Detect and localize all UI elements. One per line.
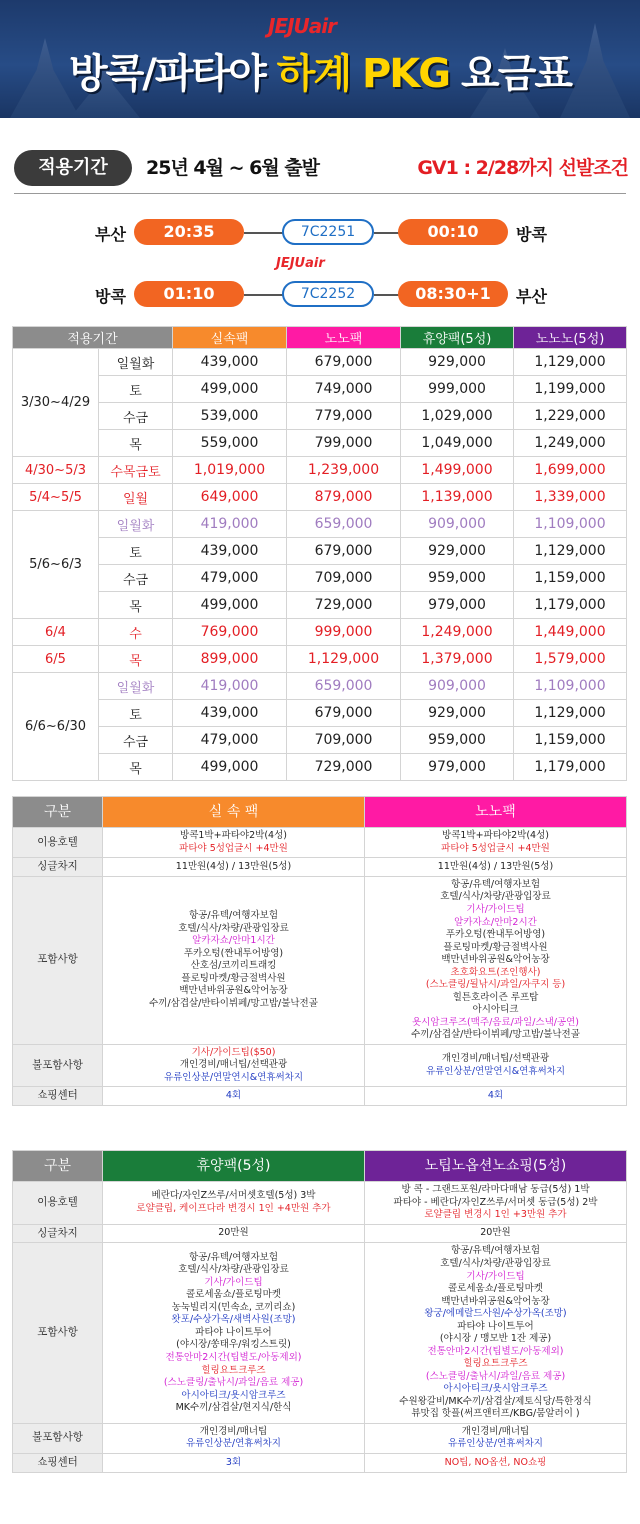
weekday-cell: 수금 [99, 727, 173, 754]
detail-line: 개인경비/매너팁 [461, 1425, 530, 1437]
airline-logo: JEJUair [268, 14, 336, 38]
detail-row-label: 불포함사항 [13, 1423, 103, 1453]
price-cell: 1,449,000 [514, 619, 627, 646]
detail-line: 항공/유텍/여행자보험 [451, 1245, 540, 1257]
price-cell: 929,000 [401, 700, 514, 727]
period-cell: 6/4 [13, 619, 99, 646]
detail-line: 20만원 [218, 1227, 249, 1239]
price-cell: 749,000 [287, 376, 401, 403]
detail-line: 항공/유텍/여행자보험 [189, 910, 278, 922]
detail-row [13, 1044, 627, 1087]
price-cell: 1,179,000 [514, 592, 627, 619]
detail-line: 콜로세움쇼/플로팅마켓 [186, 1289, 281, 1301]
price-cell: 959,000 [401, 565, 514, 592]
detail-line: 기사/가이드팁($50) [191, 1046, 276, 1058]
period-dates: 25년 4월 ~ 6월 출발 [146, 157, 320, 179]
detail-line: (스노클링/될낚시/과일/자쿠지 등) [425, 979, 566, 991]
price-row [13, 376, 627, 403]
weekday-cell: 수목금토 [99, 457, 173, 484]
detail-line: (야시장 / 맹모반 1잔 제공) [439, 1333, 552, 1345]
return-destination: 부산 [516, 287, 547, 306]
detail-line: 11만원(4성) / 13만원(5성) [437, 860, 554, 872]
detail-line: 플로팅마켓/황금절벽사원 [443, 941, 548, 953]
price-cell: 1,249,000 [514, 430, 627, 457]
price-cell: 679,000 [287, 349, 401, 376]
price-cell: 999,000 [401, 376, 514, 403]
route-line [244, 232, 284, 234]
weekday-cell: 토 [99, 700, 173, 727]
detail-row [13, 1087, 627, 1106]
weekday-cell: 토 [99, 376, 173, 403]
detail-row-label: 불포함사항 [13, 1044, 103, 1087]
page-title: 방콕/파타야 하계 PKG 요금표 [69, 51, 571, 97]
price-cell: 729,000 [287, 754, 401, 781]
route-line [374, 294, 400, 296]
detail-line: 4회 [225, 1090, 242, 1102]
detail-cell [365, 828, 627, 858]
detail-line: MK수끼/삼겹살/현지식/한식 [175, 1402, 292, 1414]
price-cell: 1,579,000 [514, 646, 627, 673]
detail-row-label: 쇼핑센터 [13, 1453, 103, 1472]
detail-line: 3회 [225, 1456, 242, 1468]
weekday-cell: 일월화 [99, 349, 173, 376]
detail-line: 방콕1박+파타야2박(4성) [442, 830, 549, 841]
price-cell: 679,000 [287, 700, 401, 727]
period-cell: 5/4~5/5 [13, 484, 99, 511]
detail-cell [365, 858, 627, 877]
detail-line: 수끼/삼겹살/반타이뷔페/망고밥/불낙전골 [411, 1029, 580, 1041]
price-cell: 779,000 [287, 403, 401, 430]
detail-cell [365, 1423, 627, 1453]
detail-cell [103, 1423, 365, 1453]
period-cell: 3/30~4/29 [13, 349, 99, 457]
price-cell: 1,249,000 [401, 619, 514, 646]
detail-line: 힐튼호라이즌 루프탑 [452, 991, 539, 1003]
price-cell: 979,000 [401, 592, 514, 619]
outbound-flight-number: 7C2251 [282, 219, 374, 245]
period-cell: 5/6~6/3 [13, 511, 99, 619]
detail-cell [103, 858, 365, 877]
price-col-header: 실속팩 [173, 327, 287, 349]
weekday-cell: 토 [99, 538, 173, 565]
detail-col-header: 구분 [13, 797, 103, 828]
price-cell: 439,000 [173, 538, 287, 565]
price-row [13, 565, 627, 592]
detail-line: 알카자쇼/안마1시간 [192, 935, 275, 947]
detail-line: 푸카오텅(짠내투어방영) [183, 947, 284, 959]
detail-line: 베란다/자인Z쓰루/서머셋호텔(5성) 3박 [151, 1190, 316, 1202]
price-cell: 559,000 [173, 430, 287, 457]
price-cell: 769,000 [173, 619, 287, 646]
detail-cell [365, 1453, 627, 1472]
price-cell: 479,000 [173, 727, 287, 754]
detail-row-label: 이용호텔 [13, 1182, 103, 1225]
price-row [13, 430, 627, 457]
weekday-cell: 목 [99, 754, 173, 781]
detail-cell [103, 1243, 365, 1423]
price-cell: 709,000 [287, 565, 401, 592]
price-cell: 1,499,000 [401, 457, 514, 484]
detail-cell [103, 1087, 365, 1106]
detail-line: 로얄클립 변경시 1인 +3만원 추가 [424, 1209, 567, 1221]
weekday-cell: 목 [99, 430, 173, 457]
detail-line: 로얄클립, 케이프다라 변경시 1인 +4만원 추가 [136, 1202, 331, 1214]
detail-line: (스노클링/출낚시/과일/음료 제공) [425, 1370, 566, 1382]
detail-line: 방 콕 - 그랜드포원/라마다매남 동급(5성) 1박 [401, 1184, 590, 1195]
outbound-departure: 20:35 [134, 219, 244, 245]
price-cell: 1,139,000 [401, 484, 514, 511]
price-cell: 499,000 [173, 592, 287, 619]
detail-cell [365, 1044, 627, 1087]
detail-line: 유류인상분/연휴써차지 [186, 1438, 281, 1450]
return-departure: 01:10 [134, 281, 244, 307]
detail-line: 산호섬/코끼리트래킹 [190, 960, 277, 972]
detail-line: 수끼/삼겹살/반타이뷔페/망고밥/불낙전골 [149, 997, 318, 1009]
detail-col-header: 노노팩 [365, 797, 627, 828]
price-col-header: 휴양팩(5성) [401, 327, 514, 349]
period-badge: 적용기간 [14, 150, 132, 186]
price-cell: 479,000 [173, 565, 287, 592]
outbound-origin: 부산 [95, 225, 126, 244]
detail-line: 유류인상분/연말연시&연휴써차지 [163, 1071, 304, 1083]
detail-col-header: 노팁노옵션노쇼핑(5성) [365, 1151, 627, 1182]
price-row [13, 619, 627, 646]
detail-line: 농눅빌리지(민속쇼, 코끼리쇼) [171, 1301, 296, 1313]
detail-line: 20만원 [480, 1227, 511, 1239]
route-line [374, 232, 400, 234]
detail-cell [365, 1243, 627, 1423]
divider [14, 193, 626, 194]
price-cell: 929,000 [401, 538, 514, 565]
detail-row-label: 싱글차지 [13, 858, 103, 877]
detail-line: 호텔/식사/차량/관광입장료 [440, 1257, 551, 1269]
detail-line: 전통안마2시간(팁별도/아동제외) [165, 1351, 302, 1363]
detail-line: 호텔/식사/차량/관광입장료 [178, 1264, 289, 1276]
detail-line: 호텔/식사/차량/관광입장료 [178, 922, 289, 934]
detail-row [13, 1453, 627, 1472]
detail-row-label: 이용호텔 [13, 828, 103, 858]
detail-row [13, 1224, 627, 1243]
detail-row [13, 876, 627, 1044]
detail-line: 개인경비/매너팁/선택관광 [179, 1059, 288, 1071]
detail-line: 플로팅마켓/황금절벽사원 [181, 972, 286, 984]
price-cell: 419,000 [173, 511, 287, 538]
detail-row-label: 포함사항 [13, 1243, 103, 1423]
detail-line: 기사/가이드팁 [466, 1270, 525, 1282]
detail-cell [103, 1224, 365, 1243]
price-cell: 1,239,000 [287, 457, 401, 484]
detail-line: 파타야 나이트투어 [195, 1326, 272, 1338]
price-table [12, 326, 627, 781]
price-cell: 499,000 [173, 754, 287, 781]
price-cell: 909,000 [401, 511, 514, 538]
price-cell: 979,000 [401, 754, 514, 781]
price-col-header: 노노노(5성) [514, 327, 627, 349]
detail-line: 힐링요트크루즈 [463, 1358, 528, 1370]
detail-cell [365, 1087, 627, 1106]
header-banner [0, 0, 640, 118]
price-cell: 419,000 [173, 673, 287, 700]
price-cell: 439,000 [173, 349, 287, 376]
price-row [13, 727, 627, 754]
outbound-arrival: 00:10 [398, 219, 508, 245]
price-col-header: 적용기간 [13, 327, 173, 349]
detail-line: 욧시암크루즈(맥주/음료/과일/스낵/공연) [411, 1016, 580, 1028]
detail-line: 호텔/식사/차량/관광입장료 [440, 891, 551, 903]
price-cell: 499,000 [173, 376, 287, 403]
detail-row [13, 1423, 627, 1453]
return-origin: 방콕 [95, 287, 126, 306]
detail-line: 푸카오텅(짠내투어방영) [445, 929, 546, 941]
detail-row [13, 828, 627, 858]
detail-row [13, 1182, 627, 1225]
price-cell: 1,339,000 [514, 484, 627, 511]
weekday-cell: 수금 [99, 403, 173, 430]
price-cell: 649,000 [173, 484, 287, 511]
price-cell: 1,159,000 [514, 565, 627, 592]
detail-col-header: 실 속 팩 [103, 797, 365, 828]
price-row [13, 349, 627, 376]
detail-cell [365, 1182, 627, 1225]
price-cell: 1,129,000 [514, 538, 627, 565]
weekday-cell: 수금 [99, 565, 173, 592]
weekday-cell: 일월 [99, 484, 173, 511]
period-cell: 4/30~5/3 [13, 457, 99, 484]
detail-line: 개인경비/매너팁 [199, 1425, 268, 1437]
price-cell: 539,000 [173, 403, 287, 430]
period-cell: 6/5 [13, 646, 99, 673]
detail-line: 백만년바위공원&악어농장 [179, 985, 288, 997]
price-cell: 1,199,000 [514, 376, 627, 403]
price-cell: 1,109,000 [514, 511, 627, 538]
price-cell: 1,109,000 [514, 673, 627, 700]
period-cell: 6/6~6/30 [13, 673, 99, 781]
price-cell: 1,029,000 [401, 403, 514, 430]
price-cell: 1,159,000 [514, 727, 627, 754]
price-cell: 879,000 [287, 484, 401, 511]
gv-condition: GV1 : 2/28까지 선발조건 [417, 157, 628, 179]
detail-line: 백만년바위공원&악어농장 [441, 1295, 550, 1307]
detail-line: 백만년바위공원&악어농장 [441, 954, 550, 966]
price-row [13, 754, 627, 781]
detail-line: 기사/가이드팁 [204, 1276, 263, 1288]
price-col-header: 노노팩 [287, 327, 401, 349]
price-row [13, 538, 627, 565]
detail-cell [365, 1224, 627, 1243]
price-cell: 1,129,000 [514, 349, 627, 376]
price-cell: 659,000 [287, 511, 401, 538]
detail-line: 힐링요트크루즈 [201, 1364, 266, 1376]
price-row [13, 592, 627, 619]
detail-line: 수원왕갈비/MK수끼/삼겹살/제토식당/특한정식 [399, 1395, 592, 1407]
price-row [13, 403, 627, 430]
detail-cell [365, 876, 627, 1044]
detail-line: 왓포/수상가옥/새벽사원(조망) [171, 1314, 296, 1326]
detail-line: 파타야 5성업글시 +4만원 [441, 842, 550, 854]
detail-line: 개인경비/매너팁/선택관광 [441, 1053, 550, 1065]
detail-row-label: 쇼핑센터 [13, 1087, 103, 1106]
package-details-table-1 [12, 796, 627, 1106]
price-cell: 709,000 [287, 727, 401, 754]
price-cell: 1,229,000 [514, 403, 627, 430]
route-line [244, 294, 284, 296]
detail-line: (야시장/쏭태우/워킹스트릿) [176, 1339, 291, 1351]
detail-row [13, 858, 627, 877]
price-row [13, 646, 627, 673]
price-cell: 899,000 [173, 646, 287, 673]
detail-line: 콜로세움쇼/플로팅마켓 [448, 1283, 543, 1295]
detail-cell [103, 1182, 365, 1225]
detail-line: 기사/가이드팁 [466, 903, 525, 915]
detail-line: NO팁, NO옵션, NO쇼핑 [444, 1456, 547, 1468]
price-cell: 1,049,000 [401, 430, 514, 457]
detail-row-label: 포함사항 [13, 876, 103, 1044]
detail-col-header: 구분 [13, 1151, 103, 1182]
price-cell: 1,129,000 [514, 700, 627, 727]
weekday-cell: 목 [99, 646, 173, 673]
detail-line: 항공/유텍/여행자보험 [451, 878, 540, 890]
price-cell: 909,000 [401, 673, 514, 700]
price-cell: 1,379,000 [401, 646, 514, 673]
outbound-destination: 방콕 [516, 225, 547, 244]
detail-line: 아시아티크/욧시암크루즈 [181, 1389, 286, 1401]
price-cell: 659,000 [287, 673, 401, 700]
package-details-table-2 [12, 1150, 627, 1473]
price-row [13, 511, 627, 538]
weekday-cell: 수 [99, 619, 173, 646]
price-cell: 679,000 [287, 538, 401, 565]
price-cell: 1,129,000 [287, 646, 401, 673]
return-flight-number: 7C2252 [282, 281, 374, 307]
detail-line: 11만원(4성) / 13만원(5성) [175, 860, 292, 872]
detail-line: 아시아티크/욧시암크루즈 [443, 1383, 548, 1395]
price-cell: 729,000 [287, 592, 401, 619]
detail-line: 유류인상분/연말연시&연휴써차지 [425, 1065, 566, 1077]
detail-col-header: 휴양팩(5성) [103, 1151, 365, 1182]
detail-line: 뷰맛집 핫플(써프앤터프/KBG/뭄알러이 ) [411, 1408, 580, 1420]
detail-line: 초호화요트(조인행사) [450, 966, 541, 978]
detail-row [13, 1243, 627, 1423]
price-cell: 1,699,000 [514, 457, 627, 484]
detail-line: 항공/유텍/여행자보험 [189, 1251, 278, 1263]
price-cell: 799,000 [287, 430, 401, 457]
detail-line: 알카자쇼/안마2시간 [454, 916, 537, 928]
detail-cell [103, 1453, 365, 1472]
return-arrival: 08:30+1 [398, 281, 508, 307]
detail-cell [103, 1044, 365, 1087]
detail-line: 유류인상분/연휴써차지 [448, 1438, 543, 1450]
price-cell: 1,179,000 [514, 754, 627, 781]
price-cell: 959,000 [401, 727, 514, 754]
weekday-cell: 일월화 [99, 673, 173, 700]
detail-line: (스노클링/출낚시/과일/음료 제공) [163, 1377, 304, 1389]
price-row [13, 484, 627, 511]
airline-logo-small: JEJUair [276, 256, 325, 271]
detail-line: 파타야 나이트투어 [457, 1320, 534, 1332]
detail-line: 방콕1박+파타야2박(4성) [180, 830, 287, 841]
price-row [13, 700, 627, 727]
price-cell: 1,019,000 [173, 457, 287, 484]
detail-line: 파타야 - 베란다/자인Z쓰루/서머셋 동급(5성) 2박 [393, 1196, 598, 1208]
detail-line: 4회 [487, 1090, 504, 1102]
detail-row-label: 싱글차지 [13, 1224, 103, 1243]
price-row [13, 673, 627, 700]
price-cell: 999,000 [287, 619, 401, 646]
detail-cell [103, 828, 365, 858]
detail-line: 왕궁/에메랄드사원/수상가옥(조망) [424, 1308, 567, 1320]
price-row [13, 457, 627, 484]
price-cell: 929,000 [401, 349, 514, 376]
weekday-cell: 일월화 [99, 511, 173, 538]
detail-line: 전통안마2시간(팁별도/아동제외) [427, 1345, 564, 1357]
detail-line: 파타야 5성업글시 +4만원 [179, 842, 288, 854]
detail-line: 아시아티크 [472, 1004, 519, 1016]
weekday-cell: 목 [99, 592, 173, 619]
price-cell: 439,000 [173, 700, 287, 727]
detail-cell [103, 876, 365, 1044]
